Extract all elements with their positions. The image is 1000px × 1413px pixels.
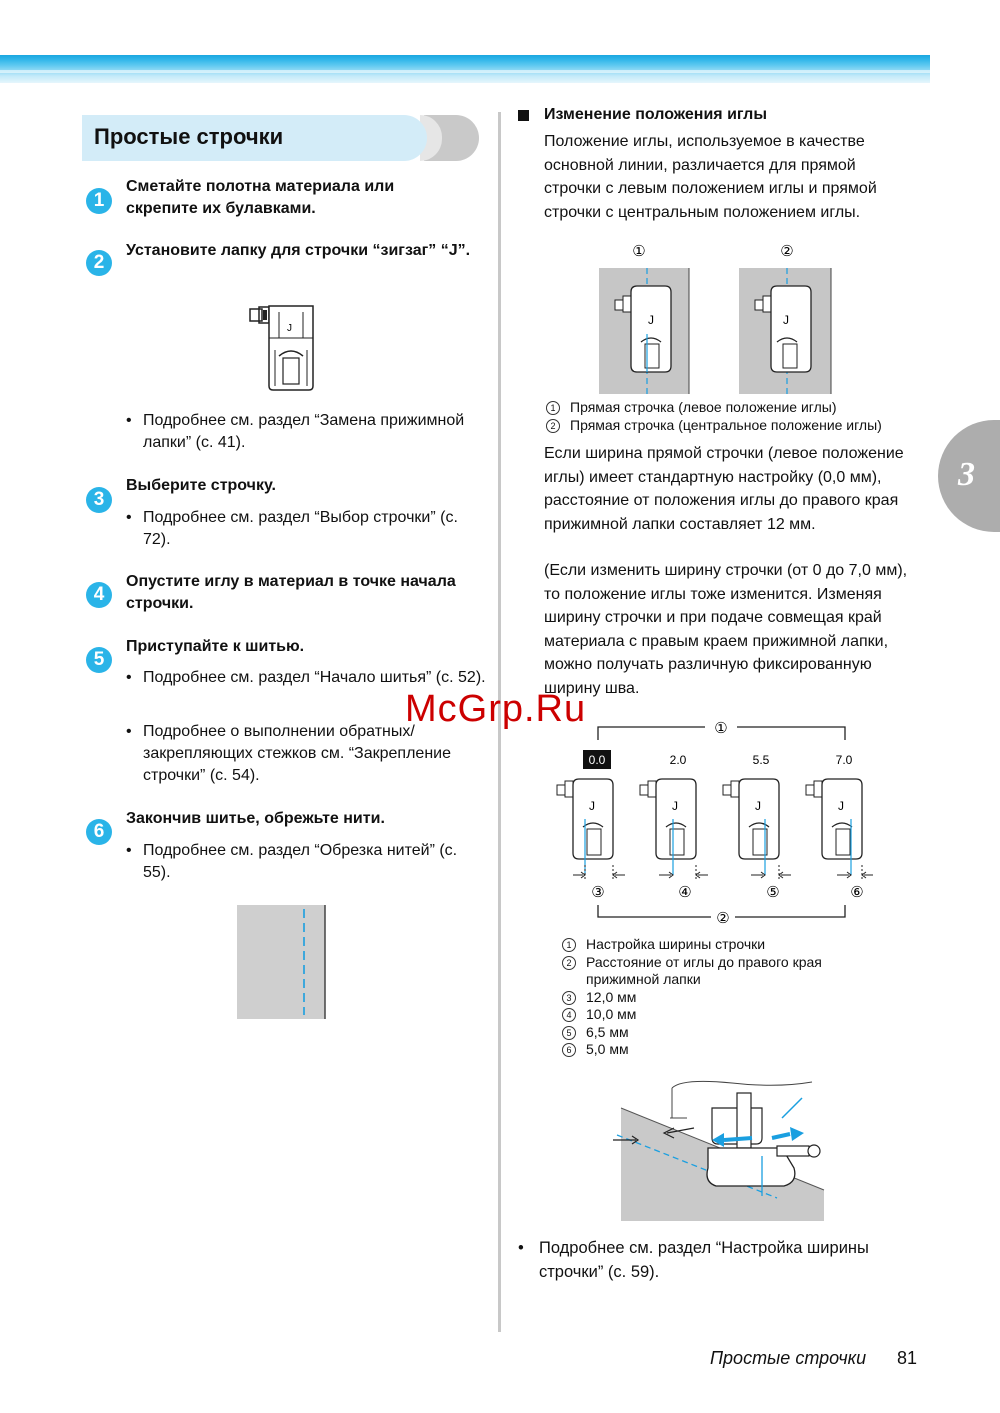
- legend-marker: 2: [562, 956, 576, 970]
- foot-center-needle: [739, 268, 831, 394]
- step-4-text: Опустите иглу в материал в точке начала строчки.: [126, 573, 456, 612]
- foot-width-2: [723, 779, 791, 881]
- legend-marker: 3: [562, 991, 576, 1005]
- legend-item: [562, 989, 892, 1007]
- foot-width-0: [557, 779, 625, 881]
- bullet-dot: •: [518, 1239, 524, 1257]
- bullet-item: [518, 1236, 918, 1284]
- width-value-1: 2.0: [669, 753, 687, 767]
- legend-text: Расстояние от иглы до правого края прижимной лапки: [586, 953, 822, 987]
- legend-text: 6,5 мм: [586, 1023, 629, 1040]
- legend-item: [562, 1006, 892, 1024]
- foot-label: J: [648, 313, 654, 327]
- bullet-item: [126, 507, 476, 551]
- bullet-item: [126, 840, 476, 884]
- page-number: 81: [897, 1348, 918, 1368]
- width-value-3: 7.0: [835, 753, 853, 767]
- bullet-text: Подробнее о выполнении обратных/закрепляющих стежков см. “Закрепление строчки” (с. 54).: [143, 723, 451, 784]
- needle-position-figure: [597, 238, 837, 396]
- section-body-2: (Если изменить ширину строчки (от 0 до 7,0 мм), то положение иглы тоже изменится. Изменяя ширину строчки и при подаче совмещая край материала с правым краем прижимной лапки, можно получать различную фиксированную ширину шва.: [544, 562, 908, 697]
- foot-label: J: [589, 799, 595, 813]
- step-2-text: Установите лапку для строчки “зигзаг” “J”.: [126, 242, 471, 259]
- foot-left-needle: [599, 268, 689, 394]
- straight-stitch-fabric-illustration: [237, 905, 327, 1020]
- chapter-number: 3: [958, 456, 975, 493]
- bullet-dot: •: [126, 842, 132, 859]
- step-3-text: Выберите строчку.: [126, 477, 276, 494]
- step-number-3: 3: [86, 487, 112, 513]
- legend-item: [546, 417, 926, 435]
- bullet-dot: •: [126, 723, 132, 740]
- width-value-2: 5.5: [752, 753, 770, 767]
- marker-width-setting: ①: [714, 720, 728, 737]
- bullet-text: Подробнее см. раздел “Выбор строчки” (с. 72).: [143, 509, 458, 548]
- foot-label: J: [838, 799, 844, 813]
- legend-item: [562, 954, 892, 989]
- watermark: McGrp.Ru: [405, 688, 587, 730]
- foot-width-1: [640, 779, 708, 881]
- bullet-dot: •: [126, 509, 132, 526]
- step-number-5: 5: [86, 647, 112, 673]
- footer-title: Простые строчки: [710, 1348, 867, 1368]
- bullet-dot: •: [126, 669, 132, 686]
- header-highlight-line: [0, 70, 930, 73]
- legend-item: [562, 936, 892, 954]
- legend-marker: 6: [562, 1043, 576, 1057]
- marker-1: ①: [632, 243, 646, 260]
- legend-item: [562, 1024, 892, 1042]
- foot-label: J: [755, 799, 761, 813]
- step-number-2: 2: [86, 250, 112, 276]
- legend-marker: 2: [546, 419, 560, 433]
- legend-text: Настройка ширины строчки: [586, 936, 766, 952]
- marker-4: ④: [678, 884, 692, 901]
- legend-marker: 4: [562, 1008, 576, 1022]
- step-6-text: Закончив шитье, обрежьте нити.: [126, 810, 385, 827]
- legend-text: 5,0 мм: [586, 1041, 629, 1057]
- header-color-bar: [0, 55, 930, 83]
- step-number-6: 6: [86, 819, 112, 845]
- foot-width-3: [806, 779, 873, 881]
- bullet-text: Подробнее см. раздел “Обрезка нитей” (с. 55).: [143, 842, 458, 881]
- bullet-text: Подробнее см. раздел “Замена прижимной лапки” (с. 41).: [143, 412, 465, 451]
- section-heading: Изменение положения иглы: [544, 106, 767, 123]
- legend-text: Прямая строчка (левое положение иглы): [570, 399, 837, 415]
- bullet-item: [126, 667, 486, 689]
- bullet-text: Подробнее см. раздел “Начало шитья” (с. 52).: [143, 669, 486, 686]
- section-square-icon: [518, 110, 529, 121]
- stitch-width-figure: [555, 715, 875, 933]
- page-title: Простые строчки: [94, 124, 284, 149]
- legend-marker: 1: [562, 938, 576, 952]
- marker-3: ③: [591, 884, 605, 901]
- marker-2: ②: [780, 243, 794, 260]
- step-1-text: Сметайте полотна материала или скрепите их булавками.: [126, 178, 395, 217]
- presser-foot-j-illustration: [245, 300, 325, 395]
- legend-marker: 1: [546, 401, 560, 415]
- foot-label: J: [672, 799, 678, 813]
- legend-marker: 5: [562, 1026, 576, 1040]
- width-value-0: 0.0: [588, 753, 606, 767]
- marker-5: ⑤: [766, 884, 780, 901]
- bullet-text: Подробнее см. раздел “Настройка ширины строчки” (с. 59).: [539, 1239, 869, 1281]
- bullet-item: [126, 410, 466, 454]
- legend-text: 10,0 мм: [586, 1006, 637, 1022]
- legend-text: 12,0 мм: [586, 988, 637, 1005]
- marker-distance: ②: [716, 910, 730, 927]
- section-body-1: Если ширина прямой строчки (левое положение иглы) имеет стандартную настройку (0,0 мм), расстояние от положения иглы до правого края прижимной лапки составляет 12 мм.: [544, 445, 904, 533]
- foot-label: J: [783, 313, 789, 327]
- legend-item: [562, 1041, 892, 1059]
- step-number-1: 1: [86, 188, 112, 214]
- legend-item: [546, 399, 926, 417]
- legend-text: Прямая строчка (центральное положение иглы): [570, 416, 882, 433]
- step-5-text: Приступайте к шитью.: [126, 638, 305, 655]
- figure-1-legend: [546, 399, 926, 434]
- section-intro: Положение иглы, используемое в качестве основной линии, различается для прямой строчки с левым положением иглы и прямой строчки с центральным положением иглы.: [544, 133, 877, 221]
- bullet-dot: •: [126, 412, 132, 429]
- step-number-4: 4: [86, 582, 112, 608]
- figure-2-legend: [562, 936, 892, 1059]
- foot-j-label: J: [287, 323, 292, 334]
- marker-6: ⑥: [850, 884, 864, 901]
- sewing-with-foot-illustration: [612, 1078, 827, 1223]
